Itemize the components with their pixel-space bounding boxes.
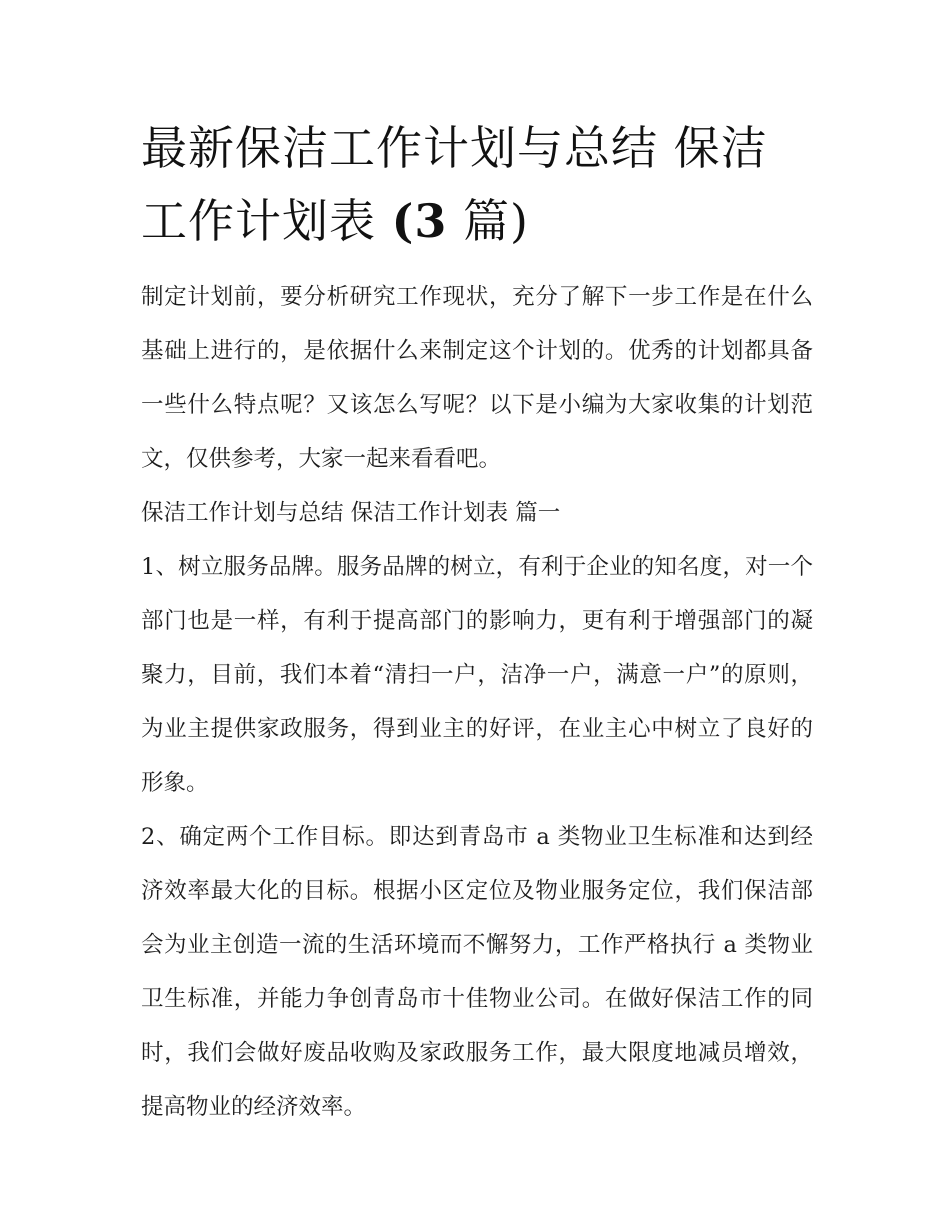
title-suffix: 篇): [447, 194, 529, 248]
title-text: 最新保洁工作计划与总结 保洁工作计划表: [141, 121, 768, 248]
list-item-1: 1、树立服务品牌。服务品牌的树立，有利于企业的知名度，对一个部门也是一样，有利于提高部门的影响力，更有利于增强部门的凝聚力，目前，我们本着“清扫一户，洁净一户，满意一户”的原则，为业主提供家政服务，得到业主的好评，在业主心中树立了良好的形象。: [141, 554, 813, 796]
document-title: [141, 112, 813, 258]
intro-paragraph: 制定计划前，要分析研究工作现状，充分了解下一步工作是在什么基础上进行的，是依据什么来制定这个计划的。优秀的计划都具备一些什么特点呢？又该怎么写呢？以下是小编为大家收集的计划范文，仅供参考，大家一起来看看吧。: [141, 284, 813, 472]
document-page: [141, 112, 813, 1134]
document-body: [141, 270, 813, 1134]
list-item-2: 2、确定两个工作目标。即达到青岛市 a 类物业卫生标准和达到经济效率最大化的目标。根据小区定位及物业服务定位，我们保洁部会为业主创造一流的生活环境而不懈努力，工作严格执行 a 类物业卫生标准，并能力争创青岛市十佳物业公司。在做好保洁工作的同时，我们会做好废品收购及家政服务工作，最大限度地减员增效，提高物业的经济效率。: [141, 824, 813, 1120]
title-count: (3: [391, 194, 448, 248]
section-heading: 保洁工作计划与总结 保洁工作计划表 篇一: [141, 500, 561, 526]
